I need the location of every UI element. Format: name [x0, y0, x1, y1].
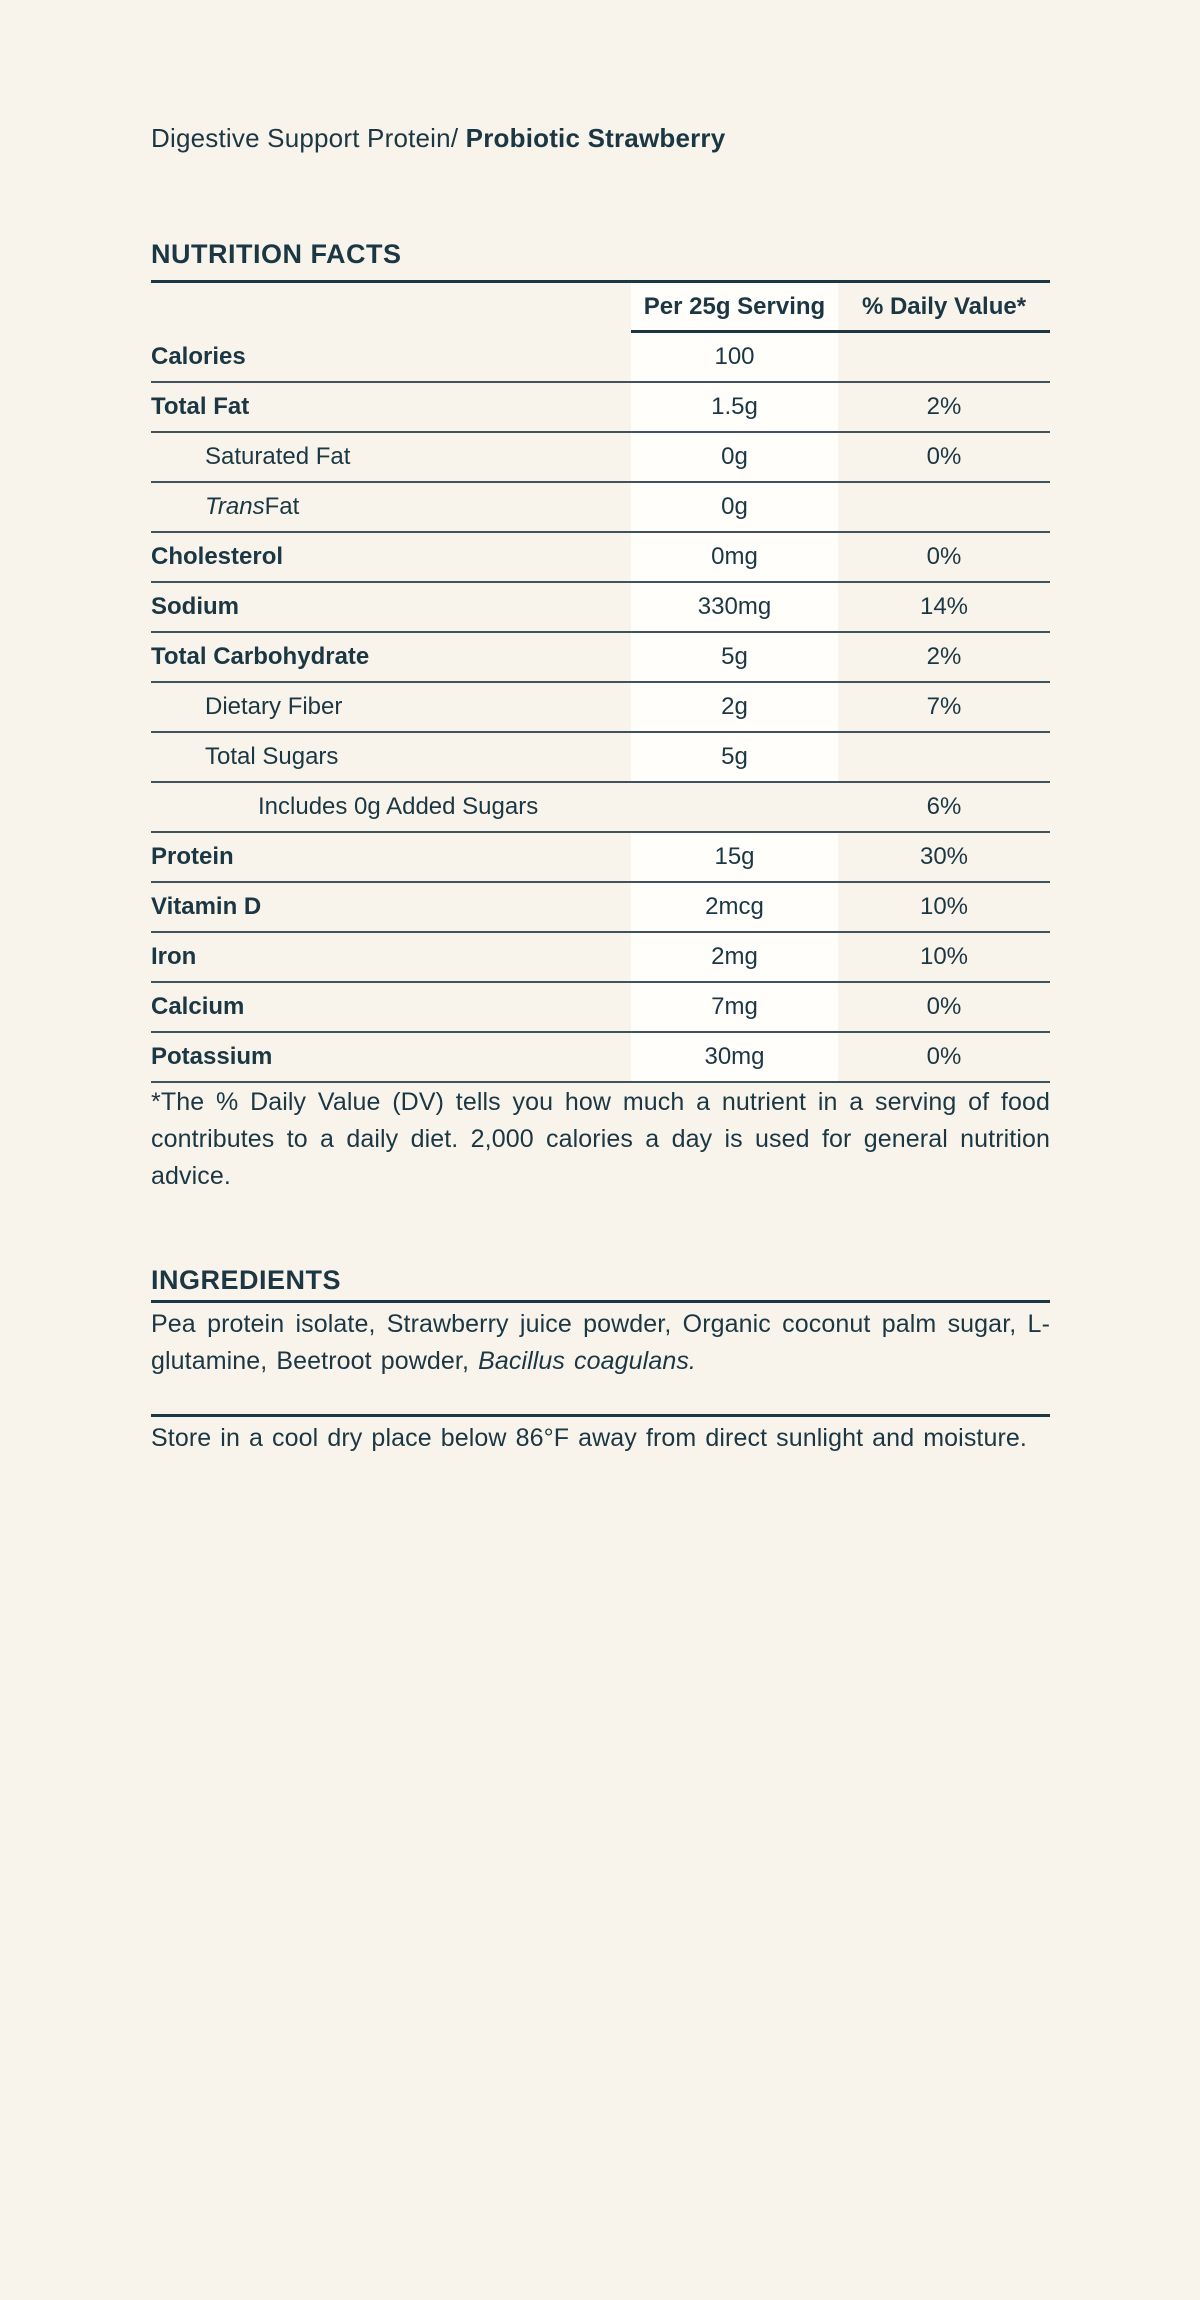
serving-value: 2g	[631, 683, 838, 731]
serving-value: 15g	[631, 833, 838, 881]
header-spacer-cell	[151, 283, 631, 333]
serving-value	[631, 783, 838, 831]
row-label	[151, 683, 631, 731]
row-label	[151, 533, 631, 581]
table-row	[151, 683, 1050, 733]
serving-value: 1.5g	[631, 383, 838, 431]
row-label	[151, 383, 631, 431]
nutrition-table-rows	[151, 333, 1050, 1083]
row-label-part: Cholesterol	[151, 543, 284, 570]
row-label-italic-part: Trans	[205, 493, 265, 520]
row-label	[151, 983, 631, 1031]
row-label-part: Saturated Fat	[205, 443, 351, 470]
daily-value: 14%	[919, 593, 969, 620]
row-label-part: Sodium	[151, 593, 239, 620]
table-header-row	[151, 283, 1050, 333]
serving-value: 0g	[631, 433, 838, 481]
daily-value: 10%	[919, 943, 969, 970]
ingredients-probiotic-species: Bacillus coagulans.	[478, 1347, 696, 1375]
row-label-part: Protein	[151, 843, 234, 870]
row-label-part: Includes 0g Added Sugars	[258, 793, 539, 820]
row-label-part: Iron	[151, 943, 197, 970]
nutrition-facts-heading: NUTRITION FACTS	[151, 239, 402, 269]
daily-value: 30%	[919, 843, 969, 870]
row-label	[151, 483, 631, 531]
serving-value: 0g	[631, 483, 838, 531]
product-title-flavor: Probiotic Strawberry	[465, 123, 726, 153]
row-label	[151, 933, 631, 981]
serving-value: 2mg	[631, 933, 838, 981]
daily-value: 7%	[926, 693, 962, 720]
serving-value: 330mg	[631, 583, 838, 631]
daily-value	[838, 733, 1050, 781]
serving-value: 30mg	[631, 1033, 838, 1081]
row-label	[151, 433, 631, 481]
column-header-daily-value: % Daily Value*	[838, 283, 1050, 333]
table-row	[151, 433, 1050, 483]
daily-value: 10%	[919, 893, 969, 920]
table-row	[151, 533, 1050, 583]
table-row	[151, 833, 1050, 883]
row-label-part: Calcium	[151, 993, 245, 1020]
serving-value: 0mg	[631, 533, 838, 581]
row-label	[151, 583, 631, 631]
daily-value: 0%	[926, 543, 962, 570]
table-row	[151, 633, 1050, 683]
serving-value: 5g	[631, 733, 838, 781]
daily-value	[838, 333, 1050, 381]
table-row	[151, 783, 1050, 833]
row-label-part: Calories	[151, 343, 246, 370]
daily-value	[838, 483, 1050, 531]
table-row	[151, 1033, 1050, 1083]
product-title-name: Digestive Support Protein/	[151, 123, 466, 153]
table-row	[151, 383, 1050, 433]
daily-value: 0%	[926, 443, 962, 470]
daily-value: 0%	[926, 1043, 962, 1070]
row-label	[151, 633, 631, 681]
row-label-part: Vitamin D	[151, 893, 262, 920]
serving-value: 5g	[631, 633, 838, 681]
daily-value: 0%	[926, 993, 962, 1020]
daily-value: 2%	[926, 643, 962, 670]
row-label	[151, 1033, 631, 1081]
serving-value: 2mcg	[631, 883, 838, 931]
label-content	[151, 0, 1050, 2300]
row-label	[151, 833, 631, 881]
column-header-serving: Per 25g Serving	[631, 283, 838, 333]
daily-value: 2%	[926, 393, 962, 420]
serving-value: 100	[631, 333, 838, 381]
daily-value-footnote: *The % Daily Value (DV) tells you how much a nutrient in a serving of food contributes to a daily diet. 2,000 calories a day is used for general nutrition advice.	[151, 1088, 1050, 1190]
table-row	[151, 333, 1050, 383]
row-label-part: Fat	[264, 493, 300, 520]
product-title	[151, 120, 1050, 156]
table-row	[151, 933, 1050, 983]
row-label	[151, 883, 631, 931]
table-row	[151, 883, 1050, 933]
table-row	[151, 583, 1050, 633]
ingredients-heading: INGREDIENTS	[151, 1265, 342, 1295]
row-label	[151, 783, 631, 831]
table-row	[151, 733, 1050, 783]
ingredients-text	[151, 1306, 1050, 1380]
ingredients-list: Pea protein isolate, Strawberry juice powder, Organic coconut palm sugar, L-glutamine, Beetroot powder,	[151, 1310, 1050, 1375]
row-label-part: Potassium	[151, 1043, 273, 1070]
row-label	[151, 733, 631, 781]
ingredients-rule	[151, 1300, 1050, 1303]
serving-value: 7mg	[631, 983, 838, 1031]
table-row	[151, 983, 1050, 1033]
row-label-part: Total Sugars	[205, 743, 339, 770]
daily-value: 6%	[926, 793, 962, 820]
storage-rule	[151, 1414, 1050, 1417]
row-label	[151, 333, 631, 381]
nutrition-facts-table	[151, 283, 1050, 1083]
row-label-part: Dietary Fiber	[205, 693, 343, 720]
storage-note: Store in a cool dry place below 86°F away from direct sunlight and moisture.	[151, 1424, 1027, 1452]
row-label-part: Total Carbohydrate	[151, 643, 370, 670]
row-label-part: Total Fat	[151, 393, 250, 420]
table-row	[151, 483, 1050, 533]
